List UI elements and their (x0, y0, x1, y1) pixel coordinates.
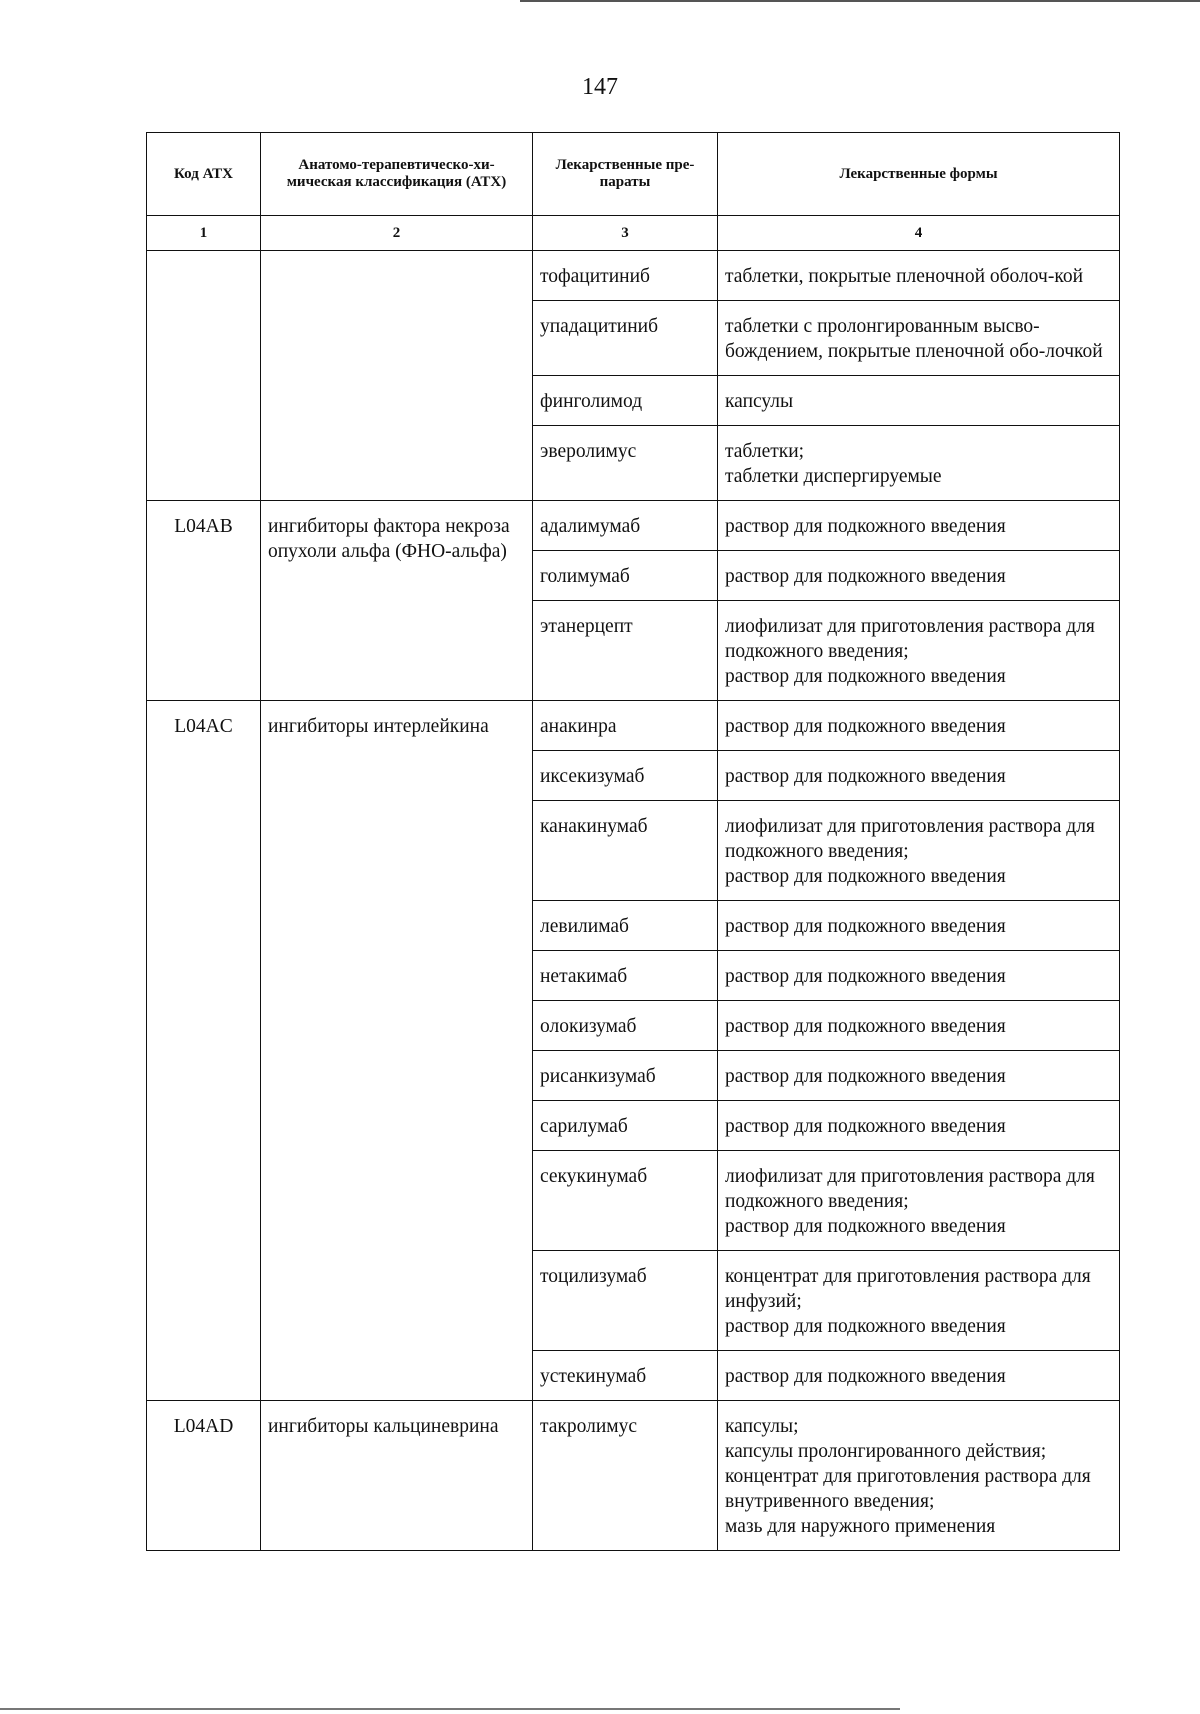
dosage-form-line: раствор для подкожного введения (725, 516, 1006, 537)
drug-name-cell: тофацитиниб (533, 251, 718, 301)
dosage-form-line: концентрат для приготовления раствора для внутривенного введения; (725, 1466, 1091, 1512)
dosage-form-line: раствор для подкожного введения (725, 1366, 1006, 1387)
scan-edge-bottom (0, 1708, 900, 1710)
drug-name-cell: эверолимус (533, 426, 718, 501)
dosage-form-line: раствор для подкожного введения (725, 916, 1006, 937)
table-row (147, 701, 1120, 751)
column-number: 1 (147, 216, 261, 251)
atc-classification-cell: ингибиторы кальциневрина (261, 1401, 533, 1551)
dosage-form-line: лиофилизат для приготовления раствора для подкожного введения; (725, 616, 1095, 662)
drug-name-cell: канакинумаб (533, 801, 718, 901)
dosage-forms-cell (718, 901, 1120, 951)
drug-name-cell: рисанкизумаб (533, 1051, 718, 1101)
dosage-forms-cell (718, 1051, 1120, 1101)
dosage-forms-cell (718, 1151, 1120, 1251)
atc-classification-cell: ингибиторы интерлейкина (261, 701, 533, 1401)
column-number: 3 (533, 216, 718, 251)
dosage-forms-cell (718, 601, 1120, 701)
dosage-form-line: капсулы (725, 391, 794, 412)
dosage-forms-cell (718, 951, 1120, 1001)
dosage-form-line: раствор для подкожного введения (725, 716, 1006, 737)
dosage-form-line: лиофилизат для приготовления раствора для подкожного введения; (725, 816, 1095, 862)
dosage-forms-cell (718, 1251, 1120, 1351)
header-atc-code: Код АТХ (147, 133, 261, 216)
dosage-forms-cell (718, 551, 1120, 601)
atc-code-cell (147, 251, 261, 501)
atc-code-cell: L04AC (147, 701, 261, 1401)
dosage-forms-cell (718, 426, 1120, 501)
drug-name-cell: секукинумаб (533, 1151, 718, 1251)
dosage-form-line: раствор для подкожного введения (725, 566, 1006, 587)
dosage-forms-cell (718, 751, 1120, 801)
dosage-forms-cell (718, 701, 1120, 751)
dosage-form-line: раствор для подкожного введения (725, 766, 1006, 787)
dosage-forms-cell (718, 1401, 1120, 1551)
dosage-forms-cell (718, 301, 1120, 376)
drug-name-cell: такролимус (533, 1401, 718, 1551)
dosage-form-line: таблетки диспергируемые (725, 466, 942, 487)
dosage-form-line: раствор для подкожного введения (725, 966, 1006, 987)
dosage-form-line: раствор для подкожного введения (725, 1216, 1006, 1237)
dosage-forms-cell (718, 251, 1120, 301)
drug-name-cell: олокизумаб (533, 1001, 718, 1051)
atc-table (146, 132, 1120, 1551)
atc-code-cell: L04AD (147, 1401, 261, 1551)
column-number: 2 (261, 216, 533, 251)
dosage-form-line: раствор для подкожного введения (725, 666, 1006, 687)
dosage-form-line: концентрат для приготовления раствора для инфузий; (725, 1266, 1091, 1312)
dosage-form-line: лиофилизат для приготовления раствора для подкожного введения; (725, 1166, 1095, 1212)
dosage-form-line: мазь для наружного применения (725, 1516, 996, 1537)
dosage-form-line: капсулы пролонгированного действия; (725, 1441, 1047, 1462)
atc-table-body (147, 251, 1120, 1551)
header-dosage-forms: Лекарственные формы (718, 133, 1120, 216)
dosage-form-line: раствор для подкожного введения (725, 1316, 1006, 1337)
table-row (147, 1401, 1120, 1551)
dosage-form-line: капсулы; (725, 1416, 799, 1437)
drug-name-cell: нетакимаб (533, 951, 718, 1001)
dosage-forms-cell (718, 1001, 1120, 1051)
dosage-forms-cell (718, 1351, 1120, 1401)
drug-name-cell: этанерцепт (533, 601, 718, 701)
drug-name-cell: упадацитиниб (533, 301, 718, 376)
table-row (147, 251, 1120, 301)
dosage-form-line: таблетки, покрытые пленочной оболоч-кой (725, 266, 1083, 287)
dosage-form-line: таблетки; (725, 441, 805, 462)
table-header-row (147, 133, 1120, 216)
dosage-form-line: раствор для подкожного введения (725, 1016, 1006, 1037)
dosage-forms-cell (718, 801, 1120, 901)
dosage-form-line: раствор для подкожного введения (725, 1066, 1006, 1087)
drug-name-cell: левилимаб (533, 901, 718, 951)
drug-name-cell: устекинумаб (533, 1351, 718, 1401)
dosage-form-line: раствор для подкожного введения (725, 1116, 1006, 1137)
header-drugs: Лекарственные пре-параты (533, 133, 718, 216)
column-number: 4 (718, 216, 1120, 251)
drug-name-cell: иксекизумаб (533, 751, 718, 801)
drug-name-cell: сарилумаб (533, 1101, 718, 1151)
dosage-form-line: раствор для подкожного введения (725, 866, 1006, 887)
table-row (147, 501, 1120, 551)
dosage-forms-cell (718, 376, 1120, 426)
drug-name-cell: адалимумаб (533, 501, 718, 551)
drug-name-cell: финголимод (533, 376, 718, 426)
dosage-form-line: таблетки с пролонгированным высво-бождением, покрытые пленочной обо-лочкой (725, 316, 1103, 362)
atc-classification-cell: ингибиторы фактора некроза опухоли альфа (ФНО-альфа) (261, 501, 533, 701)
drug-name-cell: анакинра (533, 701, 718, 751)
dosage-forms-cell (718, 1101, 1120, 1151)
atc-code-cell: L04AB (147, 501, 261, 701)
page-number: 147 (582, 74, 618, 100)
drug-name-cell: голимумаб (533, 551, 718, 601)
column-number-row (147, 216, 1120, 251)
drug-name-cell: тоцилизумаб (533, 1251, 718, 1351)
header-atc-classification: Анатомо-терапевтическо-хи-мическая классификация (АТХ) (261, 133, 533, 216)
atc-classification-cell (261, 251, 533, 501)
scan-edge-top (520, 0, 1200, 2)
dosage-forms-cell (718, 501, 1120, 551)
